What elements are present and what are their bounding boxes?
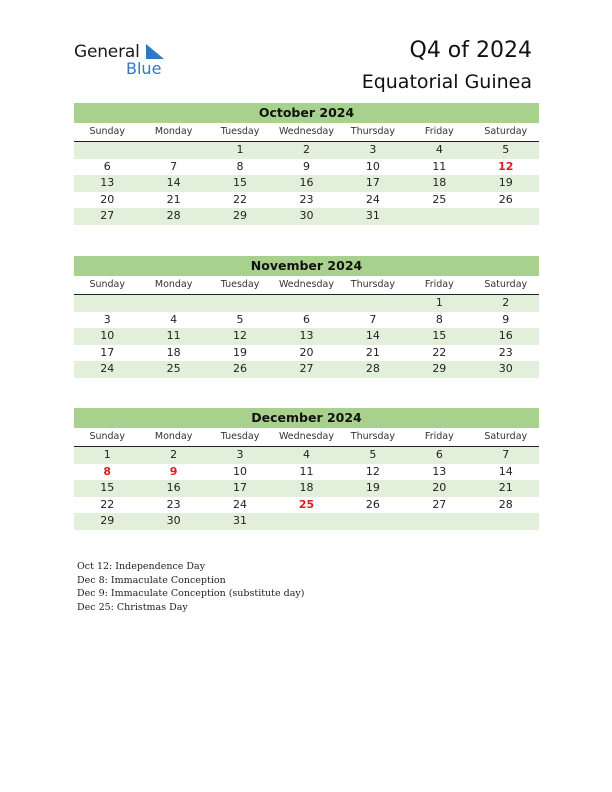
holiday-notes bbox=[77, 560, 304, 614]
day-cell: 26 bbox=[233, 362, 248, 375]
day-cell: 28 bbox=[498, 497, 513, 511]
day-cell: 20 bbox=[100, 192, 115, 206]
day-cell bbox=[273, 513, 339, 530]
weekday-label: Monday bbox=[154, 431, 193, 442]
day-cell: 5 bbox=[236, 312, 244, 326]
day-cell: 17 bbox=[365, 176, 380, 189]
day-cell: 12 bbox=[233, 329, 248, 342]
day-cell: 13 bbox=[432, 464, 447, 478]
weekday-label: Wednesday bbox=[278, 431, 334, 442]
day-cell: 2 bbox=[170, 448, 178, 461]
day-cell: 6 bbox=[435, 448, 443, 461]
day-cell bbox=[74, 295, 140, 312]
week-row bbox=[74, 142, 539, 159]
day-cell: 4 bbox=[302, 448, 310, 461]
weekday-label: Monday bbox=[154, 126, 193, 137]
week-row bbox=[74, 295, 539, 312]
day-cell bbox=[140, 142, 206, 159]
day-cell: 2 bbox=[502, 296, 510, 309]
day-cell: 8 bbox=[435, 312, 443, 326]
day-cell bbox=[406, 208, 472, 225]
month-title: December 2024 bbox=[74, 408, 539, 428]
week-row bbox=[74, 464, 539, 481]
weekday-label: Saturday bbox=[484, 431, 528, 442]
day-cell: 24 bbox=[233, 497, 248, 511]
day-cell: 10 bbox=[365, 159, 380, 173]
logo-triangle-icon bbox=[143, 44, 165, 60]
day-cell: 21 bbox=[365, 345, 380, 359]
day-cell: 16 bbox=[498, 329, 513, 342]
logo-general-text: General bbox=[74, 42, 140, 62]
day-cell: 2 bbox=[302, 143, 310, 156]
logo bbox=[74, 42, 174, 82]
week-row bbox=[74, 192, 539, 209]
weekday-label: Wednesday bbox=[278, 126, 334, 137]
day-cell: 5 bbox=[369, 448, 377, 461]
weekday-label: Friday bbox=[424, 431, 454, 442]
month-title: November 2024 bbox=[74, 256, 539, 276]
weekday-header-row bbox=[74, 428, 539, 447]
day-cell: 1 bbox=[103, 448, 111, 461]
week-row bbox=[74, 159, 539, 176]
page-title: Q4 of 2024 bbox=[409, 38, 532, 63]
day-cell: 23 bbox=[498, 345, 513, 359]
day-cell bbox=[207, 295, 273, 312]
day-cell: 5 bbox=[502, 143, 510, 156]
day-cell: 10 bbox=[100, 329, 115, 342]
week-row bbox=[74, 208, 539, 225]
weekday-label: Saturday bbox=[484, 279, 528, 290]
day-cell: 4 bbox=[170, 312, 178, 326]
day-cell: 3 bbox=[236, 448, 244, 461]
week-row bbox=[74, 447, 539, 464]
weekday-label: Friday bbox=[424, 279, 454, 290]
day-cell: 19 bbox=[498, 176, 513, 189]
weekday-label: Thursday bbox=[350, 126, 395, 137]
day-cell: 22 bbox=[100, 497, 115, 511]
day-cell: 27 bbox=[432, 497, 447, 511]
day-cell: 13 bbox=[100, 176, 115, 189]
weekday-label: Thursday bbox=[350, 279, 395, 290]
day-cell: 29 bbox=[233, 209, 248, 222]
day-cell: 27 bbox=[299, 362, 314, 375]
day-cell bbox=[406, 513, 472, 530]
weekday-label: Tuesday bbox=[220, 431, 260, 442]
page-subtitle: Equatorial Guinea bbox=[361, 71, 532, 93]
day-cell: 17 bbox=[100, 345, 115, 359]
day-cell bbox=[340, 513, 406, 530]
day-cell: 1 bbox=[435, 296, 443, 309]
day-cell: 30 bbox=[299, 209, 314, 222]
week-row bbox=[74, 312, 539, 329]
day-cell: 25 bbox=[166, 362, 181, 375]
month-calendar bbox=[74, 256, 539, 378]
day-cell: 30 bbox=[498, 362, 513, 375]
day-cell: 30 bbox=[166, 514, 181, 527]
day-cell bbox=[273, 295, 339, 312]
day-cell: 16 bbox=[299, 176, 314, 189]
week-row bbox=[74, 328, 539, 345]
month-title: October 2024 bbox=[74, 103, 539, 123]
day-cell: 28 bbox=[166, 209, 181, 222]
weekday-label: Sunday bbox=[89, 431, 125, 442]
day-cell: 14 bbox=[498, 464, 513, 478]
day-cell: 31 bbox=[365, 209, 380, 222]
week-row bbox=[74, 175, 539, 192]
day-cell: 24 bbox=[365, 192, 380, 206]
day-cell: 26 bbox=[365, 497, 380, 511]
week-row bbox=[74, 497, 539, 514]
day-cell: 18 bbox=[166, 345, 181, 359]
day-cell: 22 bbox=[432, 345, 447, 359]
holiday-day-cell: 9 bbox=[169, 464, 178, 478]
day-cell: 19 bbox=[365, 481, 380, 494]
day-cell: 7 bbox=[502, 448, 510, 461]
day-cell: 13 bbox=[299, 329, 314, 342]
holiday-note: Dec 8: Immaculate Conception bbox=[77, 574, 226, 586]
day-cell bbox=[340, 295, 406, 312]
day-cell: 20 bbox=[299, 345, 314, 359]
day-cell: 23 bbox=[299, 192, 314, 206]
day-cell: 24 bbox=[100, 362, 115, 375]
day-cell: 18 bbox=[432, 176, 447, 189]
month-calendar bbox=[74, 103, 539, 225]
day-cell: 7 bbox=[170, 159, 178, 173]
day-cell: 21 bbox=[498, 481, 513, 494]
day-cell: 4 bbox=[435, 143, 443, 156]
day-cell: 26 bbox=[498, 192, 513, 206]
day-cell: 3 bbox=[103, 312, 111, 326]
holiday-note: Dec 25: Christmas Day bbox=[77, 601, 188, 613]
day-cell: 16 bbox=[166, 481, 181, 494]
day-cell: 11 bbox=[166, 329, 181, 342]
day-cell: 3 bbox=[369, 143, 377, 156]
day-cell: 9 bbox=[502, 312, 510, 326]
day-cell: 17 bbox=[233, 481, 248, 494]
day-cell: 20 bbox=[432, 481, 447, 494]
day-cell: 6 bbox=[302, 312, 310, 326]
day-cell bbox=[140, 295, 206, 312]
day-cell: 14 bbox=[166, 176, 181, 189]
day-cell: 19 bbox=[233, 345, 248, 359]
weekday-header-row bbox=[74, 276, 539, 295]
holiday-day-cell: 25 bbox=[298, 497, 315, 511]
day-cell: 8 bbox=[236, 159, 244, 173]
day-cell: 1 bbox=[236, 143, 244, 156]
day-cell: 21 bbox=[166, 192, 181, 206]
day-cell: 6 bbox=[103, 159, 111, 173]
weekday-header-row bbox=[74, 123, 539, 142]
day-cell: 15 bbox=[233, 176, 248, 189]
day-cell bbox=[473, 208, 539, 225]
month-calendar bbox=[74, 408, 539, 530]
weekday-label: Thursday bbox=[350, 431, 395, 442]
holiday-day-cell: 8 bbox=[103, 464, 112, 478]
weekday-label: Sunday bbox=[89, 279, 125, 290]
day-cell: 10 bbox=[233, 464, 248, 478]
day-cell: 11 bbox=[299, 464, 314, 478]
day-cell bbox=[473, 513, 539, 530]
day-cell: 18 bbox=[299, 481, 314, 494]
day-cell: 14 bbox=[365, 329, 380, 342]
day-cell: 29 bbox=[100, 514, 115, 527]
week-row bbox=[74, 361, 539, 378]
day-cell: 31 bbox=[233, 514, 248, 527]
day-cell: 29 bbox=[432, 362, 447, 375]
day-cell: 23 bbox=[166, 497, 181, 511]
logo-blue-text: Blue bbox=[126, 59, 162, 78]
day-cell: 7 bbox=[369, 312, 377, 326]
holiday-note: Dec 9: Immaculate Conception (substitute day) bbox=[77, 588, 305, 599]
day-cell: 9 bbox=[302, 159, 310, 173]
week-row bbox=[74, 513, 539, 530]
weekday-label: Tuesday bbox=[220, 126, 260, 137]
week-row bbox=[74, 480, 539, 497]
day-cell: 12 bbox=[365, 464, 380, 478]
day-cell: 28 bbox=[365, 362, 380, 375]
day-cell: 15 bbox=[432, 329, 447, 342]
weekday-label: Tuesday bbox=[220, 279, 260, 290]
holiday-day-cell: 12 bbox=[498, 159, 514, 173]
day-cell: 11 bbox=[432, 159, 447, 173]
week-row bbox=[74, 345, 539, 362]
weekday-label: Wednesday bbox=[278, 279, 334, 290]
weekday-label: Monday bbox=[154, 279, 193, 290]
day-cell: 25 bbox=[432, 192, 447, 206]
weekday-label: Sunday bbox=[89, 126, 125, 137]
day-cell bbox=[74, 142, 140, 159]
day-cell: 27 bbox=[100, 209, 115, 222]
day-cell: 22 bbox=[233, 192, 248, 206]
weekday-label: Saturday bbox=[484, 126, 528, 137]
weekday-label: Friday bbox=[424, 126, 454, 137]
holiday-note: Oct 12: Independence Day bbox=[77, 561, 206, 572]
day-cell: 15 bbox=[100, 481, 115, 494]
